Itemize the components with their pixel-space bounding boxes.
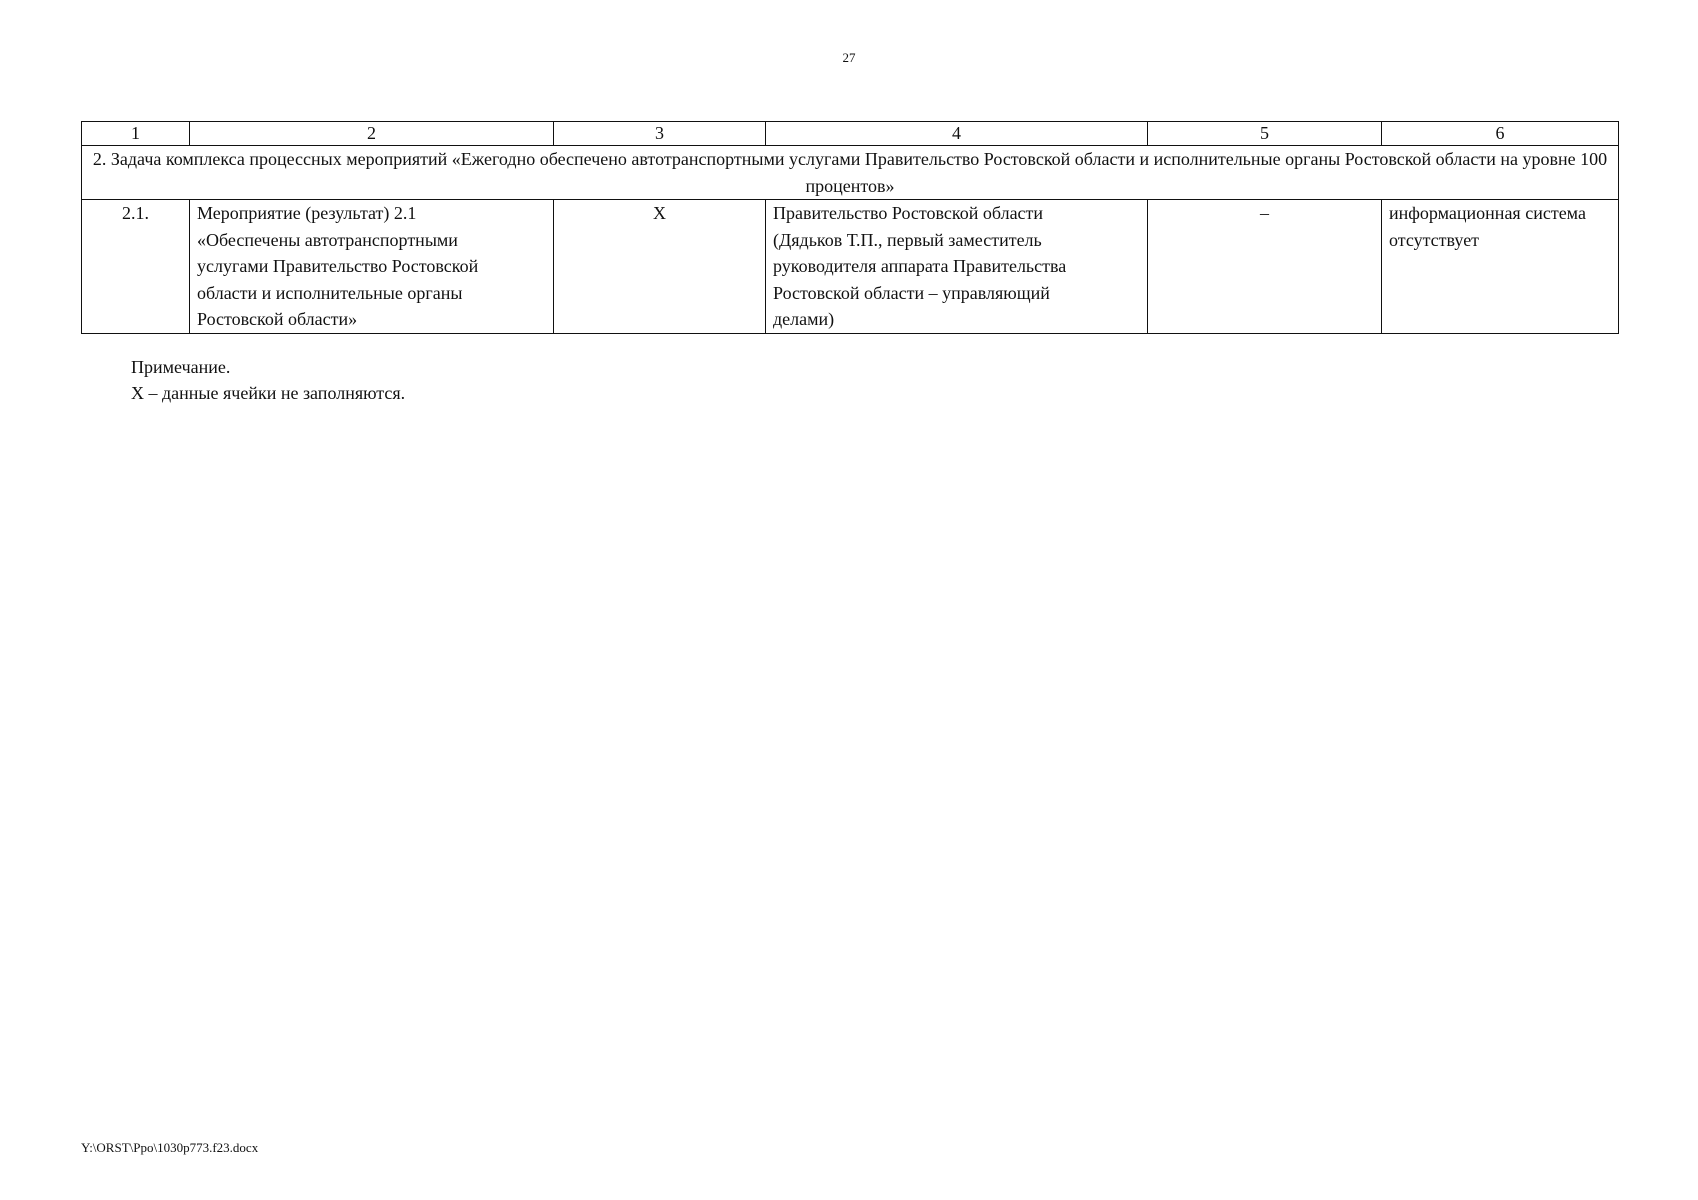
header-cell-5: 5: [1148, 122, 1382, 146]
info-system-line: отсутствует: [1389, 229, 1480, 250]
file-path-footer: Y:\ORST\Ppo\1030p773.f23.docx: [81, 1140, 259, 1155]
header-cell-2: 2: [190, 122, 554, 146]
header-cell-3: 3: [554, 122, 766, 146]
row-number: 2.1.: [82, 200, 190, 334]
event-line: Ростовской области»: [197, 309, 358, 329]
page-number: 27: [842, 50, 856, 65]
header-cell-1: 1: [82, 122, 190, 146]
events-table: [81, 121, 1619, 334]
header-cell-6: 6: [1382, 122, 1619, 146]
responsible-line: (Дядьков Т.П., первый заместитель: [773, 229, 1042, 250]
event-line: области и исполнительные органы: [197, 282, 463, 303]
event-cell: [190, 200, 554, 334]
col3-cell: Х: [554, 200, 766, 334]
table-header-row: [82, 122, 1619, 146]
note-title: Примечание.: [131, 357, 231, 377]
task-title: 2. Задача комплекса процессных мероприятий «Ежегодно обеспечено автотранспортными услугами Правительство Ростовской области и исполнительные органы Ростовской области на уровне 100 процентов»: [82, 146, 1619, 200]
table-row: [82, 200, 1619, 334]
responsible-line: делами): [773, 309, 835, 329]
event-line: «Обеспечены автотранспортными: [197, 229, 458, 250]
task-row: [82, 146, 1619, 200]
event-line: Мероприятие (результат) 2.1: [197, 203, 417, 223]
col5-cell: –: [1148, 200, 1382, 334]
event-line: услугами Правительство Ростовской: [197, 256, 479, 276]
header-cell-4: 4: [766, 122, 1148, 146]
note: [131, 354, 405, 406]
responsible-line: руководителя аппарата Правительства: [773, 256, 1067, 276]
responsible-line: Правительство Ростовской области: [773, 203, 1044, 223]
responsible-line: Ростовской области – управляющий: [773, 282, 1050, 303]
responsible-cell: [766, 200, 1148, 334]
info-system-cell: [1382, 200, 1619, 334]
note-text: Х – данные ячейки не заполняются.: [131, 383, 406, 403]
info-system-line: информационная система: [1389, 203, 1586, 223]
